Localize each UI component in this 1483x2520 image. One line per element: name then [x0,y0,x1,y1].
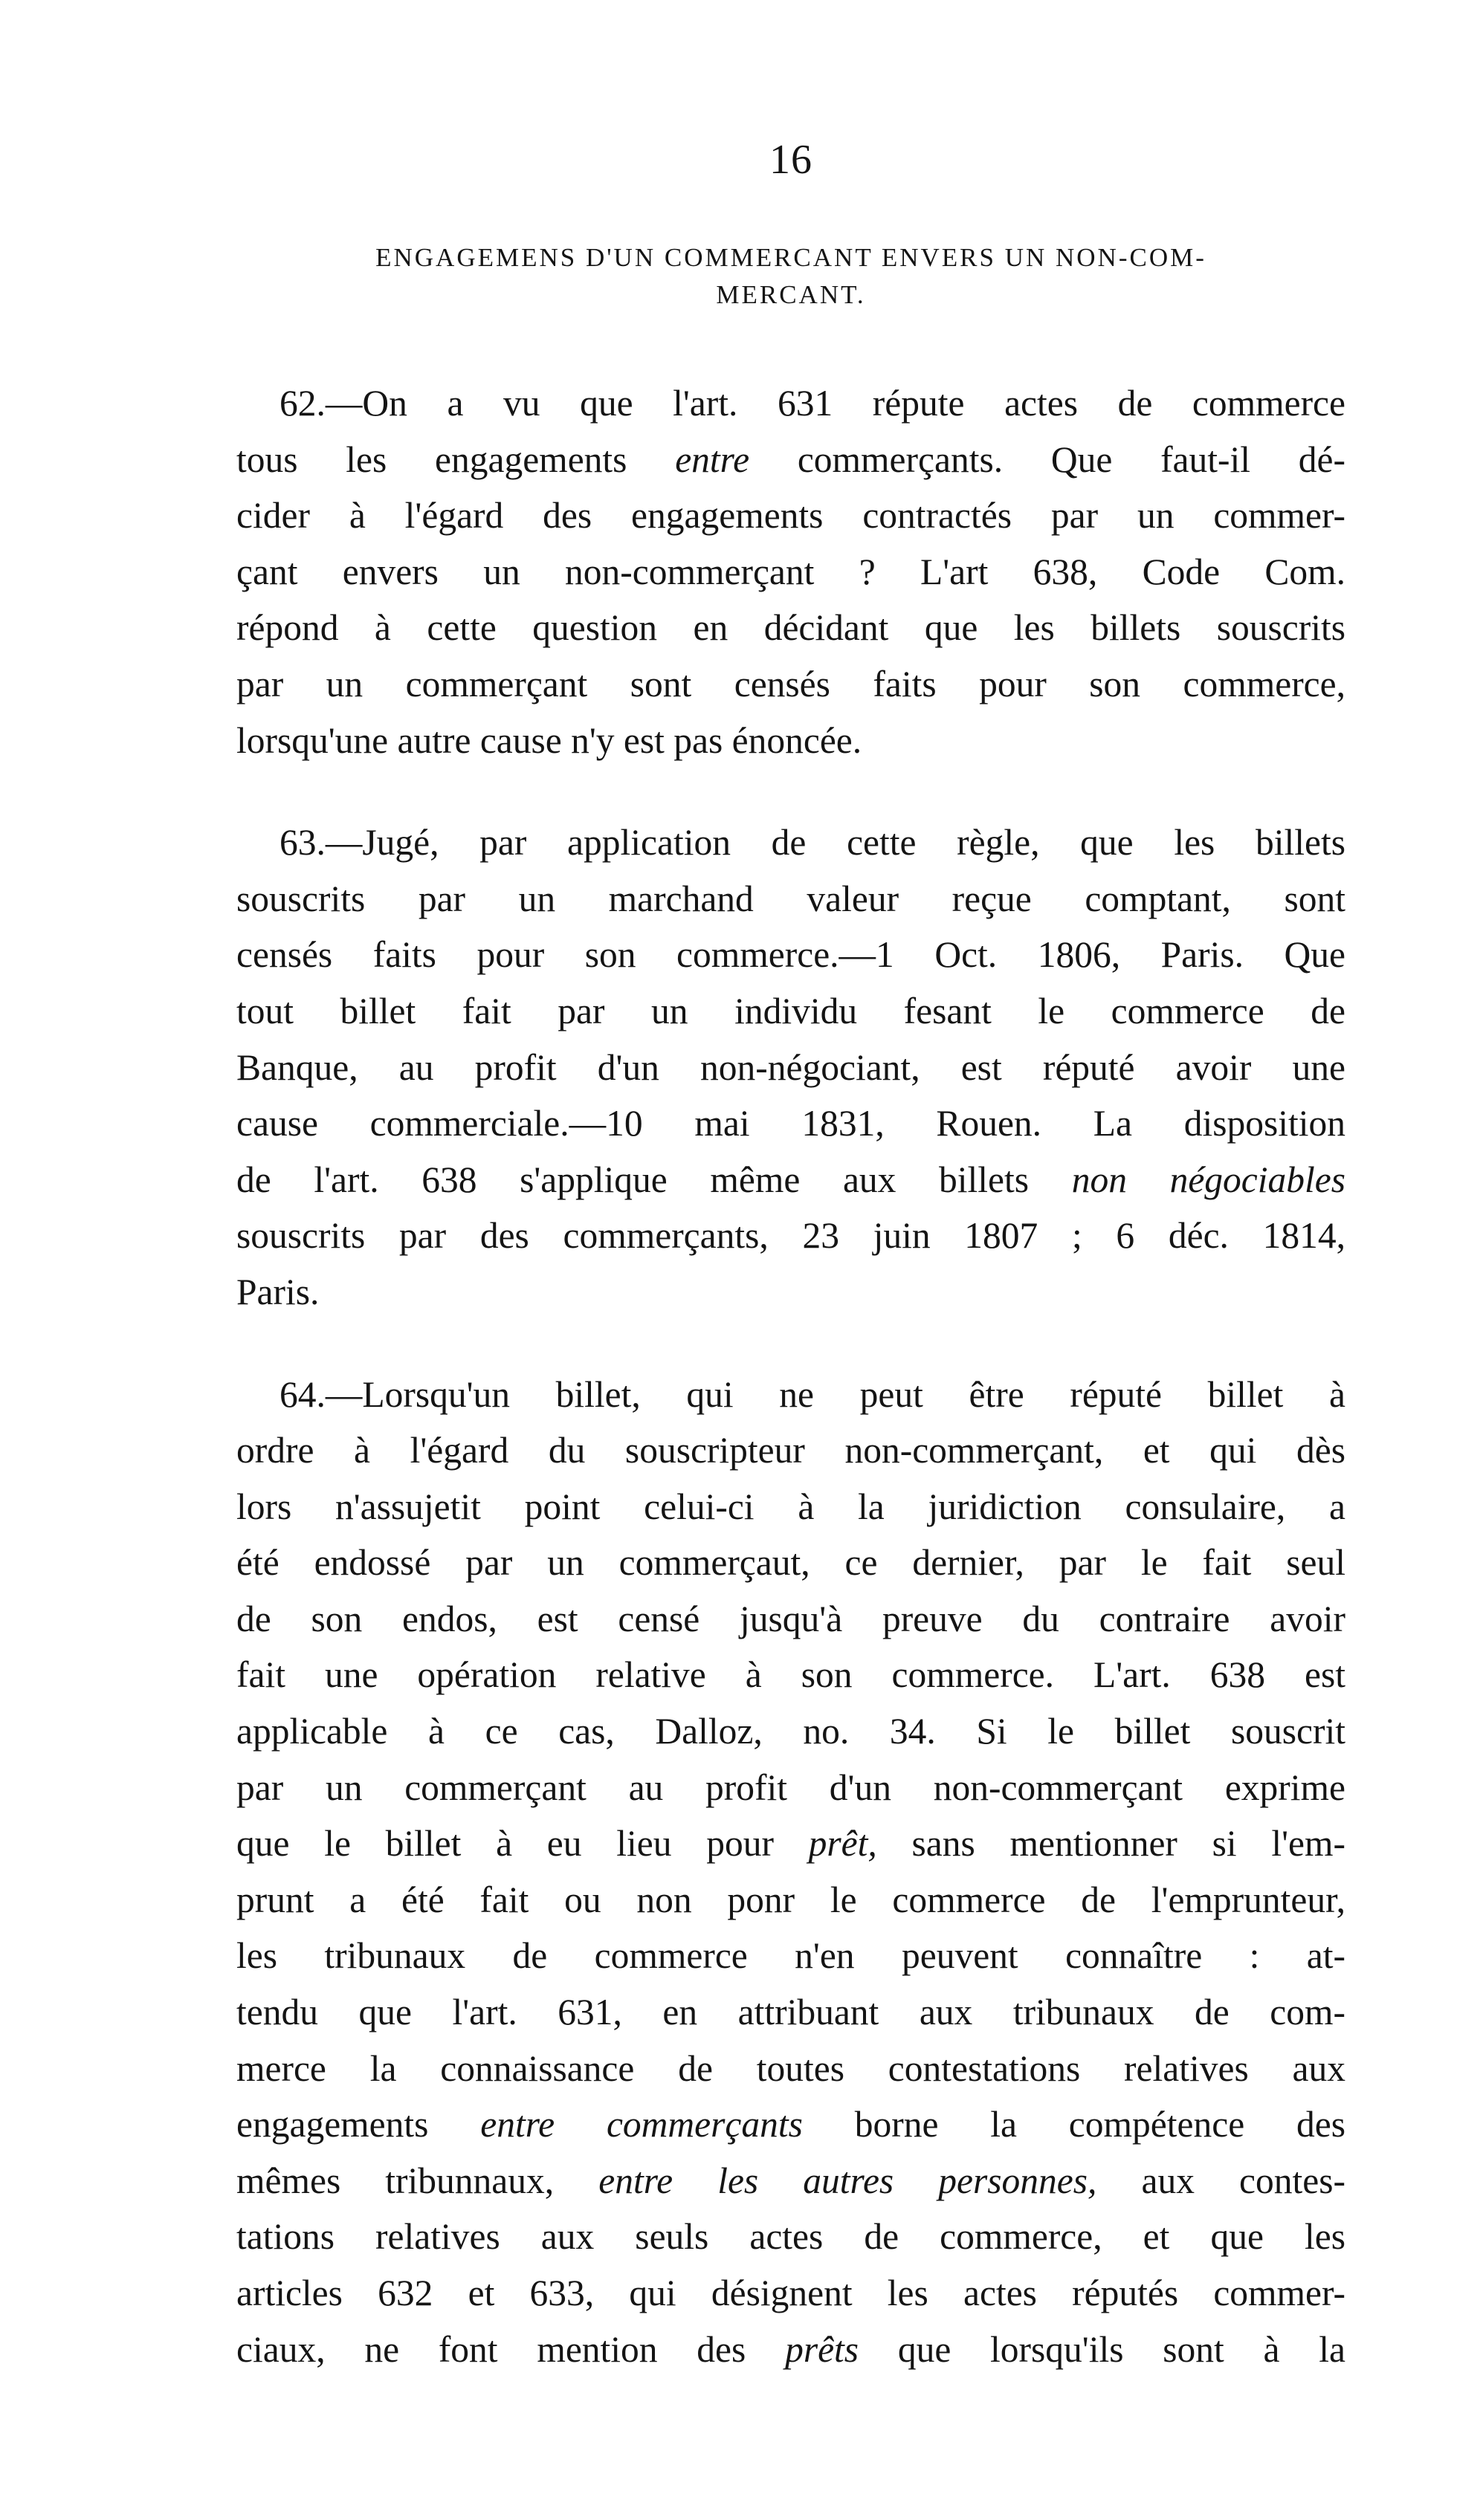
text-line: par un commerçant au profit d'un non-commerçant exprime [236,1766,1345,1808]
paragraph-62 [236,375,1345,768]
text-line: merce la connaissance de toutes contestations relatives aux [236,2047,1345,2089]
text-line: par un commerçant sont censés faits pour son commerce, [236,663,1345,705]
text-line: répond à cette question en décidant que les billets souscrits [236,607,1345,649]
text-line: les tribunaux de commerce n'en peuvent connaître : at- [236,1935,1345,1977]
text-line: censés faits pour son commerce.—1 Oct. 1806, Paris. Que [236,934,1345,976]
italic-emphasis: prêt, [808,1823,877,1865]
text-line: Paris. [236,1271,320,1312]
text-line: 64.—Lorsqu'un billet, qui ne peut être réputé billet à [280,1373,1345,1415]
text-line: mêmes tribunnaux, entre les autres personnes, aux contes- [236,2160,1345,2201]
italic-emphasis: entre commerçants [480,2104,803,2145]
text-line: cider à l'égard des engagements contractés par un commer- [236,495,1345,537]
text-line: 63.—Jugé, par application de cette règle, que les billets [280,822,1345,864]
paragraph-63 [236,814,1345,1320]
text-line: fait une opération relative à son commerce. L'art. 638 est [236,1654,1345,1696]
text-line: de l'art. 638 s'applique même aux billets non négociables [236,1159,1345,1200]
italic-emphasis: prêts [785,2328,859,2370]
text-line: ciaux, ne font mention des prêts que lorsqu'ils sont à la [236,2328,1345,2370]
section-heading-line-2: MERCANT. [716,280,866,309]
section-heading-line-1: ENGAGEMENS D'UN COMMERCANT ENVERS UN NON-COM- [375,243,1206,272]
italic-emphasis: entre les autres personnes, [598,2160,1097,2201]
text-line: prunt a été fait ou non ponr le commerce de l'emprunteur, [236,1879,1345,1920]
text-line: articles 632 et 633, qui désignent les actes réputés commer- [236,2273,1345,2313]
text-line: souscrits par un marchand valeur reçue comptant, sont [236,878,1345,919]
italic-emphasis: entre [675,438,750,480]
body-text [236,375,1345,2423]
text-line: engagements entre commerçants borne la compétence des [236,2104,1345,2145]
text-line: de son endos, est censé jusqu'à preuve du contraire avoir [236,1598,1345,1639]
text-line: souscrits par des commerçants, 23 juin 1807 ; 6 déc. 1814, [236,1215,1345,1257]
text-line: çant envers un non-commerçant ? L'art 638, Code Com. [236,551,1345,592]
italic-emphasis: non négociables [1071,1159,1345,1200]
page-number: 16 [769,137,812,183]
text-line: tout billet fait par un individu fesant le commerce de [236,990,1345,1031]
text-line: tous les engagements entre commerçants. Que faut-il dé- [236,438,1345,480]
text-line: été endossé par un commerçaut, ce dernier, par le fait seul [236,1542,1345,1584]
paragraph-64 [236,1367,1345,2378]
text-line: que le billet à eu lieu pour prêt, sans mentionner si l'em- [236,1823,1346,1865]
text-line: Banque, au profit d'un non-négociant, est réputé avoir une [236,1046,1345,1088]
text-line: applicable à ce cas, Dalloz, no. 34. Si le billet souscrit [236,1711,1345,1752]
text-line: tendu que l'art. 631, en attribuant aux tribunaux de com- [236,1992,1345,2033]
text-line: cause commerciale.—10 mai 1831, Rouen. La disposition [236,1103,1345,1144]
text-line: tations relatives aux seuls actes de commerce, et que les [236,2216,1345,2258]
text-line: lors n'assujetit point celui-ci à la juridiction consulaire, a [236,1486,1345,1527]
section-heading [236,239,1345,314]
text-line: ordre à l'égard du souscripteur non-commerçant, et qui dès [236,1430,1345,1471]
text-line: lorsqu'une autre cause n'y est pas énoncée. [236,719,862,761]
text-line: 62.—On a vu que l'art. 631 répute actes de commerce [280,383,1345,424]
